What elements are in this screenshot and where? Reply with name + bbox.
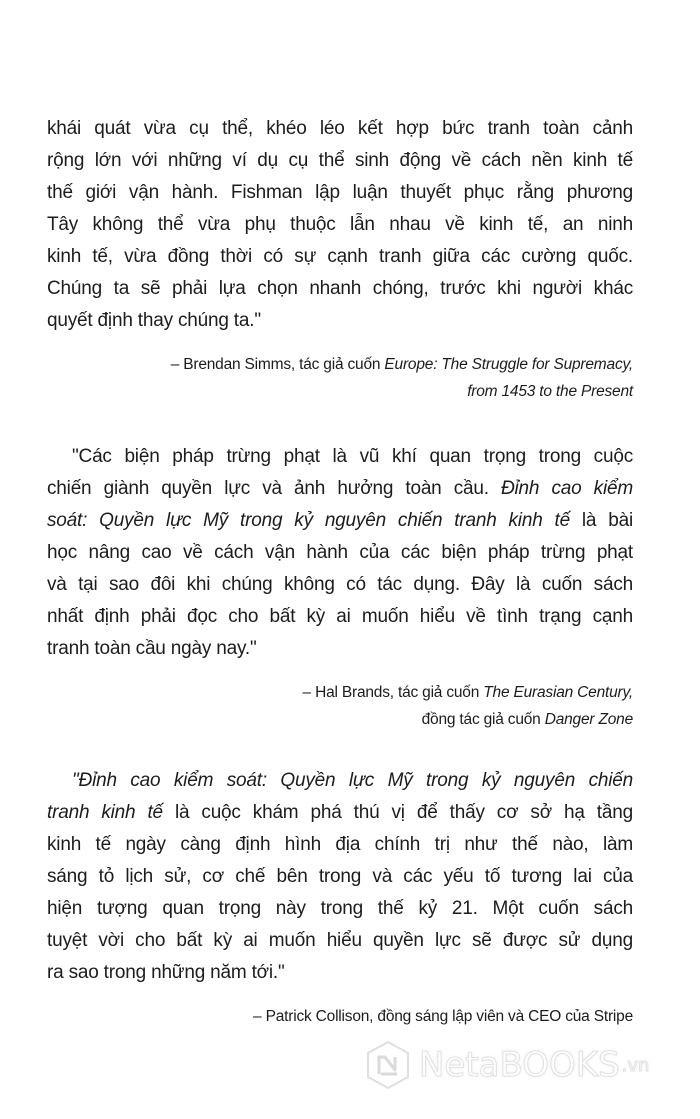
quote-text: và tại sao đôi khi chúng không có tác dụng. Đây là cuốn sách [47, 574, 633, 595]
quote-line [47, 765, 633, 797]
attribution-patrick-collison [47, 1003, 633, 1030]
quote-line [47, 797, 633, 829]
quote-text: là bài [569, 510, 633, 531]
watermark-brand: NetaBOOKS [419, 1045, 620, 1085]
quote-line [47, 209, 633, 241]
quote-text: kinh tế ngày càng định hình địa chính trị như thế nào, làm [47, 834, 633, 855]
attribution-text: – Brendan Simms, tác giả cuốn [170, 356, 385, 373]
attribution-line [47, 679, 633, 706]
quote-text: khái quát vừa cụ thể, khéo léo kết hợp bức tranh toàn cảnh [47, 118, 633, 139]
quote-text: thế giới vận hành. Fishman lập luận thuyết phục rằng phương [47, 182, 633, 203]
quote-text: kinh tế, vừa đồng thời có sự cạnh tranh giữa các cường quốc. [47, 246, 633, 267]
quote-line [47, 241, 633, 273]
quote-text: sáng tỏ lịch sử, cơ chế bên trong và các yếu tố tương lai của [47, 866, 633, 887]
quote-hal-brands [47, 441, 633, 665]
attribution-hal-brands [47, 679, 633, 733]
quote-line [47, 829, 633, 861]
quote-text: là cuộc khám phá thú vị để thấy cơ sở hạ tầng [162, 802, 633, 823]
quote-line [47, 505, 633, 537]
attribution-line [47, 1003, 633, 1030]
book-title-text: Đỉnh cao kiểm [501, 478, 633, 499]
quote-line [47, 305, 633, 337]
quote-text: quyết định thay chúng ta." [47, 310, 261, 331]
quote-line [47, 113, 633, 145]
book-title-text: soát: Quyền lực Mỹ trong kỷ nguyên chiến tranh kinh tế [47, 510, 570, 531]
attribution-text: đồng tác giả cuốn [421, 711, 545, 728]
quote-text: Chúng ta sẽ phải lựa chọn nhanh chóng, trước khi người khác [47, 278, 633, 299]
quote-text: nhất định phải đọc cho bất kỳ ai muốn hiểu về tình trạng cạnh [47, 606, 633, 627]
attribution-line [47, 378, 633, 405]
quote-line [47, 957, 633, 989]
quote-text: Tây không thể vừa phụ thuộc lẫn nhau về kinh tế, an ninh [47, 214, 633, 235]
attribution-brendan-simms [47, 351, 633, 405]
quote-line [47, 893, 633, 925]
quote-line [47, 861, 633, 893]
quote-line [47, 633, 633, 665]
attribution-text: – Patrick Collison, đồng sáng lập viên và CEO của Stripe [253, 1008, 633, 1025]
quote-line [47, 925, 633, 957]
netabooks-watermark [365, 1040, 649, 1090]
quote-patrick-collison [47, 765, 633, 989]
book-title-text: The Eurasian Century, [483, 684, 633, 701]
quote-text: học nâng cao về cách vận hành của các biện pháp trừng phạt [47, 542, 633, 563]
quote-line [47, 537, 633, 569]
attribution-line [47, 351, 633, 378]
quote-line [47, 569, 633, 601]
quote-line [47, 441, 633, 473]
attribution-line [47, 706, 633, 733]
watermark-tld: .vn [621, 1054, 650, 1076]
quote-brendan-simms [47, 113, 633, 337]
quote-line [47, 273, 633, 305]
quote-text: chiến giành quyền lực và ảnh hưởng toàn cầu. [47, 478, 502, 499]
book-page [47, 113, 633, 1030]
quote-line [47, 601, 633, 633]
quote-line [47, 177, 633, 209]
book-title-text: Europe: The Struggle for Supremacy, [384, 356, 633, 373]
book-title-text: tranh kinh tế [47, 802, 163, 823]
book-title-text: Danger Zone [544, 711, 633, 728]
quote-text: tranh toàn cầu ngày nay." [47, 638, 257, 659]
attribution-text: – Hal Brands, tác giả cuốn [302, 684, 484, 701]
quote-text: rộng lớn với những ví dụ cụ thể sinh động về cách nền kinh tế [47, 150, 633, 171]
quote-text: tuyệt vời cho bất kỳ ai muốn hiểu quyền lực sẽ được sử dụng [47, 930, 633, 951]
book-title-text: from 1453 to the Present [467, 383, 633, 400]
quote-text: hiện tượng quan trọng này trong thế kỷ 21. Một cuốn sách [47, 898, 633, 919]
quote-line [47, 473, 633, 505]
quote-text: ra sao trong những năm tới." [47, 962, 285, 983]
quote-line [47, 145, 633, 177]
book-title-text: "Đỉnh cao kiểm soát: Quyền lực Mỹ trong kỷ nguyên chiến [72, 770, 633, 791]
netabooks-logo-icon [365, 1040, 411, 1090]
quote-text: "Các biện pháp trừng phạt là vũ khí quan trọng trong cuộc [72, 446, 633, 467]
